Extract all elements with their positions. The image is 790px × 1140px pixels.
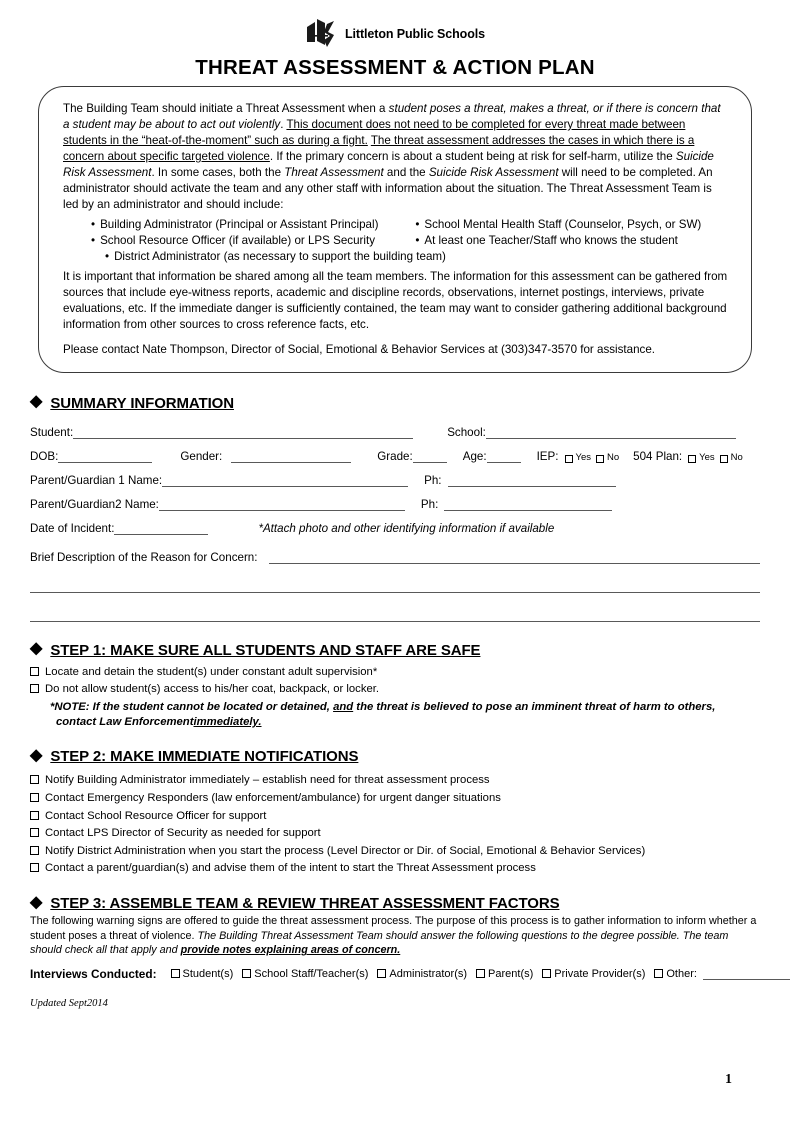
date-of-incident-label: Date of Incident:	[30, 521, 115, 535]
intro-instructions-box	[38, 86, 752, 373]
intro-paragraph-2: It is important that information be shared among all the team members. The information for this assessment can be gathered from sources that include eye-witness reports, academic and discipline records, observations, internet postings, interviews, private evaluations, etc. If the immediate danger is sufficiently contained, the team may want to consider gathering additional background information from other sources to cross reference facts, etc.	[63, 269, 728, 331]
dob-gender-grade-age-row	[30, 450, 760, 463]
parent2-label: Parent/Guardian2 Name:	[30, 497, 159, 511]
student-label: Student:	[30, 425, 74, 439]
iep-yes-label: Yes	[575, 451, 591, 463]
list-item[interactable]	[30, 861, 760, 875]
page-number: 1	[725, 1072, 732, 1087]
team-member-item: • School Resource Officer (if available) or LPS Security	[63, 233, 409, 249]
intro-p1-seg1: The Building Team should initiate a Threat Assessment when a	[63, 102, 389, 115]
interview-option-student[interactable]	[171, 968, 234, 980]
step1-note	[50, 700, 760, 729]
step2-item-label: Contact Emergency Responders (law enforcement/ambulance) for urgent danger situations	[45, 791, 501, 804]
age-input[interactable]	[487, 451, 521, 463]
diamond-bullet-icon: ◆	[30, 393, 43, 411]
school-label: School:	[447, 425, 486, 439]
step3-paragraph	[30, 914, 760, 957]
interview-checkbox-3[interactable]	[476, 969, 485, 978]
step3-para-seg1: The following warning signs are offered to guide the threat assessment process. The purpose of this process is to gather information to inform whether a student poses a threat of violence.	[30, 915, 757, 942]
step2-item-label: Notify Building Administrator immediately – establish need for threat assessment process	[45, 774, 490, 787]
list-item[interactable]	[30, 826, 760, 840]
brief-description-row-2	[30, 581, 760, 593]
brief-description-row-3	[30, 610, 760, 622]
team-member-item: • Building Administrator (Principal or Assistant Principal)	[63, 217, 409, 233]
diamond-bullet-icon: ◆	[30, 640, 43, 658]
step1-note-seg2: the threat is believed to pose an imminent threat of harm to others,	[353, 700, 716, 713]
step2-checklist	[30, 773, 760, 875]
intro-paragraph-1	[63, 101, 729, 213]
team-members-list	[63, 217, 729, 265]
interview-other-input[interactable]	[703, 968, 790, 980]
intro-p1-italic3: Threat Assessment	[284, 165, 384, 179]
section-heading-step3	[30, 895, 790, 912]
dob-label: DOB:	[30, 449, 59, 463]
date-of-incident-row	[30, 522, 760, 535]
step1-checkbox-1[interactable]	[30, 684, 39, 693]
diamond-bullet-icon: ◆	[30, 746, 43, 764]
interview-option-other[interactable]	[654, 968, 790, 980]
list-item[interactable]	[30, 844, 760, 858]
attach-photo-note: *Attach photo and other identifying information if available	[258, 521, 555, 535]
step2-item-label: Contact LPS Director of Security as needed for support	[45, 827, 321, 840]
interview-checkbox-5[interactable]	[654, 969, 663, 978]
intro-p1-seg7: will need to be completed. An administrator should activate the team and any other staff with information about the situation. The Threat Assessment Team is led by an administrator and should include:	[63, 165, 713, 211]
interview-option-label: Private Provider(s)	[554, 967, 646, 980]
step3-heading-text: STEP 3: ASSEMBLE TEAM & REVIEW THREAT ASSESSMENT FACTORS	[50, 895, 560, 913]
step2-checkbox-0[interactable]	[30, 775, 39, 784]
intro-p1-seg4: . If the primary concern is about a student being at risk for self-harm, utilize the	[269, 149, 676, 163]
step1-heading-text: STEP 1: MAKE SURE ALL STUDENTS AND STAFF ARE SAFE	[50, 641, 481, 659]
brief-description-input-line-1[interactable]	[269, 552, 760, 564]
team-members-row-1	[63, 217, 729, 233]
updated-stamp: Updated Sept2014	[30, 998, 108, 1009]
gender-label: Gender:	[180, 449, 223, 463]
interview-option-parent[interactable]	[476, 968, 533, 980]
parent1-ph-label: Ph:	[424, 473, 442, 487]
team-member-item: • School Mental Health Staff (Counselor, Psych, or SW)	[409, 217, 729, 233]
summary-form	[30, 426, 760, 622]
section-heading-summary	[30, 395, 790, 412]
step2-item-label: Contact School Resource Officer for support	[45, 809, 267, 822]
parent1-label: Parent/Guardian 1 Name:	[30, 473, 163, 487]
step1-note-seg1: *NOTE: If the student cannot be located or detained,	[50, 700, 334, 713]
plan504-no-label: No	[730, 451, 743, 463]
intro-p1-italic2: Suicide Risk Assessment	[63, 149, 714, 179]
interview-checkbox-0[interactable]	[171, 969, 180, 978]
grade-label: Grade:	[377, 449, 413, 463]
intro-p1-underline1: This document does not need to be completed for every threat made between students in the “heat-of-the-moment” such as during a fight.	[63, 117, 686, 147]
interview-option-label: Other:	[666, 967, 697, 980]
step2-checkbox-3[interactable]	[30, 828, 39, 837]
student-input[interactable]	[73, 427, 413, 439]
plan504-no-checkbox[interactable]	[720, 455, 728, 463]
step2-item-label: Notify District Administration when you start the process (Level Director or Dir. of Social, Emotional & Behavior Services)	[45, 844, 646, 857]
step3-para-italic: The Building Threat Assessment Team should answer the following questions to the degree possible. The team should check all that apply and	[30, 929, 729, 957]
iep-yes-checkbox[interactable]	[565, 455, 573, 463]
date-of-incident-input[interactable]	[114, 523, 208, 535]
iep-no-checkbox[interactable]	[596, 455, 604, 463]
intro-p1-seg6: and the	[383, 165, 429, 179]
organization-name: Littleton Public Schools	[345, 27, 485, 41]
intro-p1-seg5: . In some cases, both the	[151, 165, 285, 179]
list-item[interactable]	[30, 809, 760, 823]
step2-checkbox-4[interactable]	[30, 846, 39, 855]
interview-option-label: Administrator(s)	[389, 967, 468, 980]
parent1-row	[30, 474, 760, 487]
list-item[interactable]	[30, 665, 760, 679]
brief-description-input-line-3[interactable]	[30, 610, 760, 622]
step1-checklist	[30, 665, 760, 730]
document-header	[0, 0, 790, 48]
summary-heading-text: SUMMARY INFORMATION	[50, 394, 234, 412]
intro-p1-seg2: .	[280, 117, 287, 131]
interview-checkbox-2[interactable]	[377, 969, 386, 978]
intro-p1-italic1: student poses a threat, makes a threat, or if there is concern that a student may be about to act out violently	[63, 102, 721, 131]
parent2-ph-label: Ph:	[420, 497, 439, 511]
team-member-item: • District Administrator (as necessary to support the building team)	[63, 249, 729, 265]
list-item[interactable]	[30, 773, 760, 787]
plan504-yes-checkbox[interactable]	[688, 455, 696, 463]
step3-para-emphasis: provide notes explaining areas of concern.	[180, 944, 401, 957]
intro-p1-underline2: The threat assessment addresses the cases in which there is a concern about specific targeted violence	[63, 133, 695, 163]
student-school-row	[30, 426, 760, 439]
interviews-conducted-label: Interviews Conducted:	[30, 966, 157, 981]
gender-input[interactable]	[231, 451, 351, 463]
list-item[interactable]	[30, 791, 760, 805]
interview-checkbox-1[interactable]	[242, 969, 251, 978]
school-input[interactable]	[486, 427, 736, 439]
step1-note-immediately: immediately.	[193, 715, 262, 728]
step1-item-label: Locate and detain the student(s) under constant adult supervision*	[45, 665, 378, 678]
intro-paragraph-3: Please contact Nate Thompson, Director of Social, Emotional & Behavior Services at (303)347-3570 for assistance.	[63, 342, 656, 356]
interview-option-label: Parent(s)	[488, 967, 534, 980]
plan504-label: 504 Plan:	[633, 449, 683, 463]
interviews-conducted-row	[30, 967, 760, 981]
page-title: THREAT ASSESSMENT & ACTION PLAN	[195, 56, 595, 79]
interview-option-private-provider[interactable]	[542, 968, 645, 980]
brief-description-label: Brief Description of the Reason for Concern:	[30, 550, 258, 564]
step2-checkbox-2[interactable]	[30, 811, 39, 820]
interview-option-administrator[interactable]	[377, 968, 467, 980]
step1-note-and: and	[333, 700, 354, 713]
parent2-phone-input[interactable]	[444, 499, 612, 511]
dob-input[interactable]	[58, 451, 152, 463]
plan504-yes-label: Yes	[699, 451, 715, 463]
section-heading-step1	[30, 642, 790, 659]
team-member-item: • At least one Teacher/Staff who knows the student	[409, 233, 729, 249]
diamond-bullet-icon: ◆	[30, 893, 43, 911]
parent2-row	[30, 498, 760, 511]
step1-note-seg3: contact Law Enforcement	[56, 715, 194, 728]
intro-p1-italic4: Suicide Risk Assessment	[428, 165, 559, 179]
parent2-name-input[interactable]	[159, 499, 405, 511]
iep-no-label: No	[607, 451, 620, 463]
step2-heading-text: STEP 2: MAKE IMMEDIATE NOTIFICATIONS	[50, 748, 359, 766]
parent1-name-input[interactable]	[162, 475, 408, 487]
age-label: Age:	[462, 449, 487, 463]
parent1-phone-input[interactable]	[448, 475, 616, 487]
step1-checkbox-0[interactable]	[30, 667, 39, 676]
brief-description-row	[30, 551, 760, 564]
step2-checkbox-5[interactable]	[30, 863, 39, 872]
step1-item-label: Do not allow student(s) access to his/her coat, backpack, or locker.	[45, 683, 380, 696]
interview-option-school-staff[interactable]	[242, 968, 368, 980]
interview-option-label: School Staff/Teacher(s)	[254, 967, 369, 980]
interview-checkbox-4[interactable]	[542, 969, 551, 978]
littleton-public-schools-logo-icon	[305, 18, 335, 50]
iep-label: IEP:	[536, 449, 559, 463]
step2-item-label: Contact a parent/guardian(s) and advise them of the intent to start the Threat Assessment process	[45, 862, 536, 875]
brief-description-input-line-2[interactable]	[30, 581, 760, 593]
team-members-row-2	[63, 233, 729, 249]
step2-checkbox-1[interactable]	[30, 793, 39, 802]
list-item[interactable]	[30, 682, 760, 696]
interview-option-label: Student(s)	[182, 967, 234, 980]
section-heading-step2	[30, 748, 790, 765]
grade-input[interactable]	[413, 451, 447, 463]
